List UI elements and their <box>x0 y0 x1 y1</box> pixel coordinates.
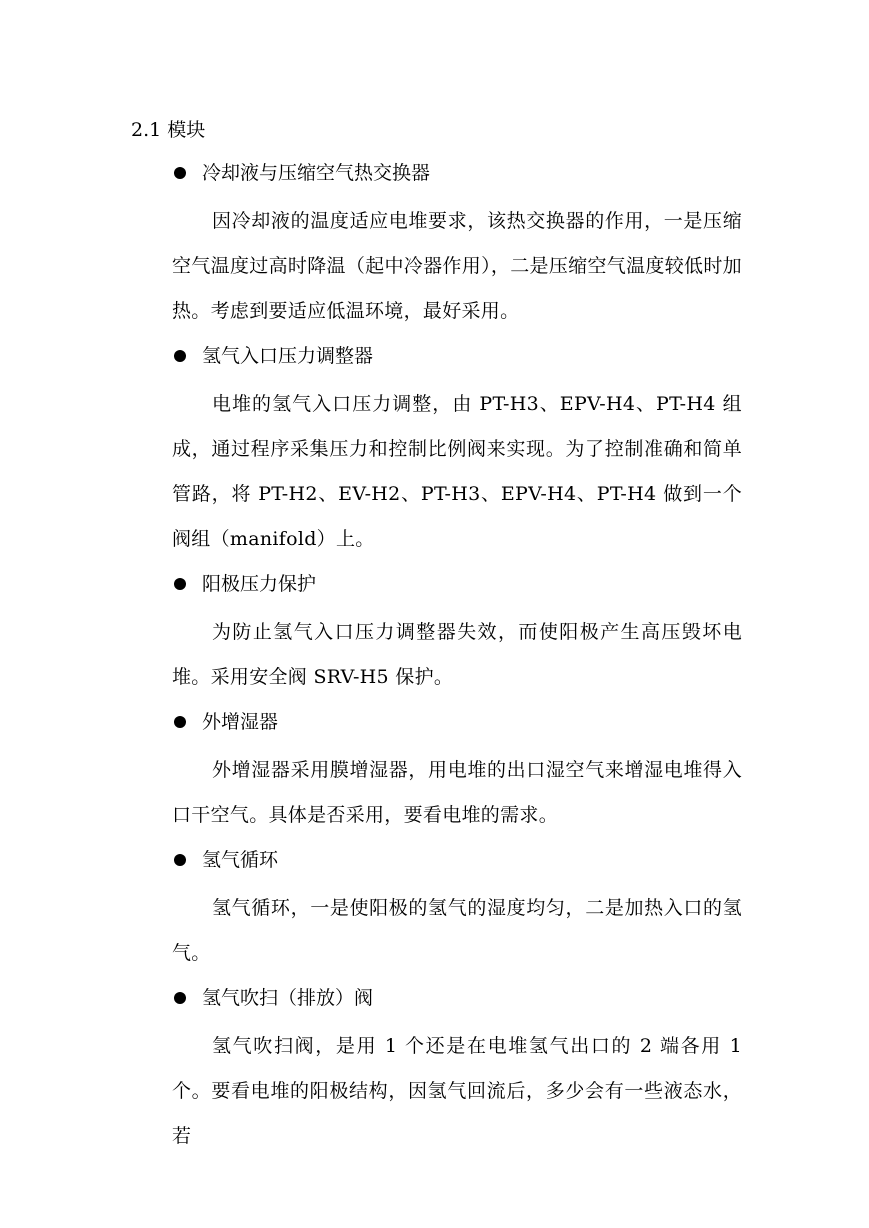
bullet-dot-icon <box>174 167 186 179</box>
bullet-dot-icon <box>174 992 186 1004</box>
bullet-heading-heat-exchanger <box>172 155 742 191</box>
section-heading: 2.1 模块 <box>131 119 206 141</box>
bullet-heading-external-humidifier <box>172 704 742 740</box>
paragraph-heat-exchanger: 因冷却液的温度适应电堆要求，该热交换器的作用，一是压缩空气温度过高时降温（起中冷器作用），二是压缩空气温度较低时加热。考虑到要适应低温环境，最好采用。 <box>172 210 742 322</box>
bullet-heading-label: 阳极压力保护 <box>202 573 317 595</box>
paragraph-hydrogen-pressure-regulator: 电堆的氢气入口压力调整，由 PT-H3、EPV-H4、PT-H4 组成，通过程序采集压力和控制比例阀来实现。为了控制准确和简单管路，将 PT-H2、EV-H2、PT-H3、EPV-H4、PT-H4 做到一个阀组（manifold）上。 <box>172 393 742 550</box>
paragraph-hydrogen-purge-valve: 氢气吹扫阀，是用 1 个还是在电堆氢气出口的 2 端各用 1 个。要看电堆的阳极结构，因氢气回流后，多少会有一些液态水，若 <box>172 1035 742 1147</box>
paragraph-external-humidifier: 外增湿器采用膜增湿器，用电堆的出口湿空气来增湿电堆得入口干空气。具体是否采用，要看电堆的需求。 <box>172 759 742 826</box>
bullet-dot-icon <box>174 350 186 362</box>
bullet-heading-label: 外增湿器 <box>202 711 279 733</box>
paragraph-anode-pressure-protection: 为防止氢气入口压力调整器失效，而使阳极产生高压毁坏电堆。采用安全阀 SRV-H5 保护。 <box>172 621 742 688</box>
bullet-heading-anode-pressure-protection <box>172 566 742 602</box>
bullet-heading-hydrogen-pressure-regulator <box>172 338 742 374</box>
module-list <box>172 155 742 1159</box>
bullet-dot-icon <box>174 716 186 728</box>
bullet-heading-label: 冷却液与压缩空气热交换器 <box>202 162 431 184</box>
paragraph-hydrogen-recirculation: 氢气循环，一是使阳极的氢气的湿度均匀，二是加热入口的氢气。 <box>172 897 742 964</box>
bullet-heading-label: 氢气循环 <box>202 849 279 871</box>
bullet-heading-hydrogen-purge-valve <box>172 980 742 1016</box>
bullet-heading-label: 氢气吹扫（排放）阀 <box>202 987 374 1009</box>
bullet-heading-hydrogen-recirculation <box>172 842 742 878</box>
bullet-dot-icon <box>174 854 186 866</box>
bullet-heading-label: 氢气入口压力调整器 <box>202 345 374 367</box>
bullet-dot-icon <box>174 578 186 590</box>
